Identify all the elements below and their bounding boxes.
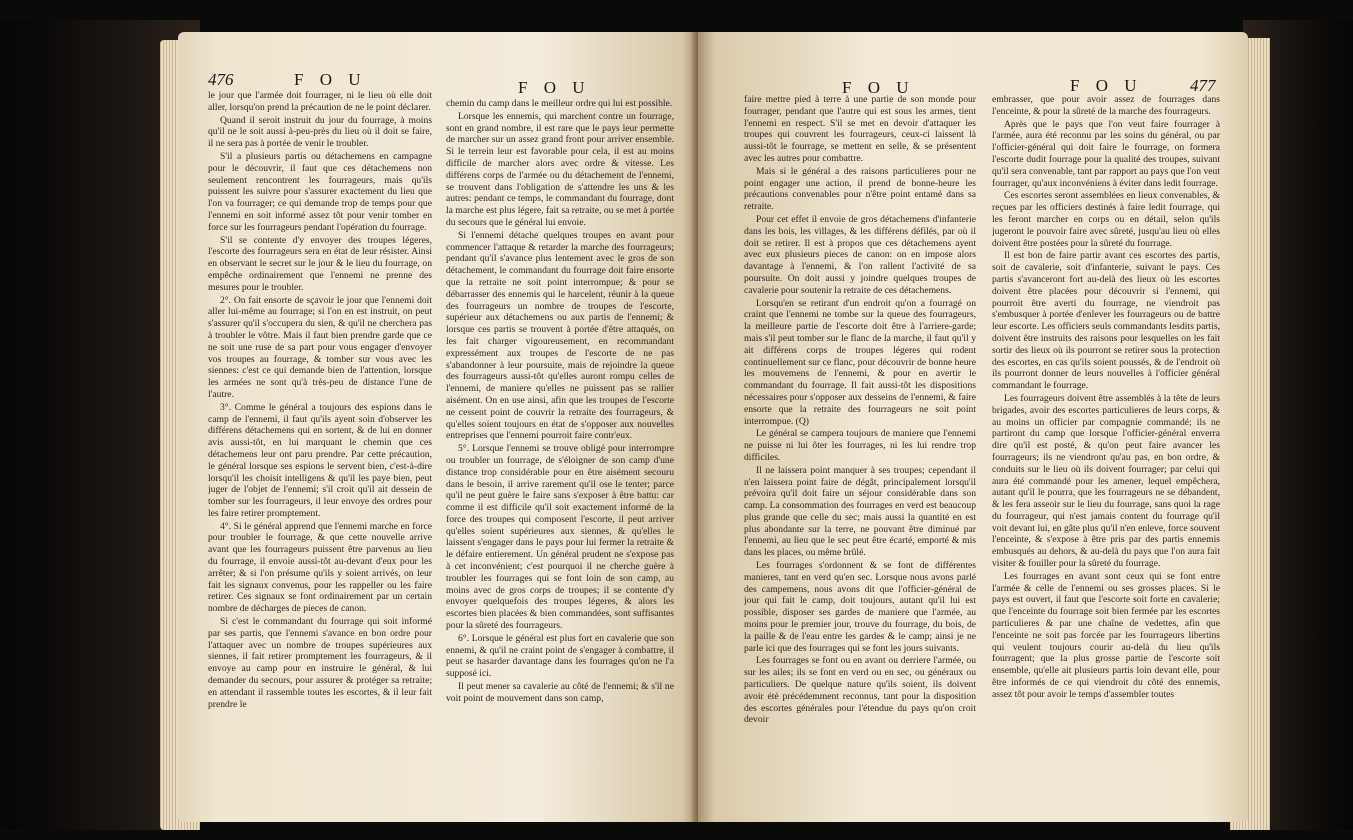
paragraph: Les fourrageurs doivent être assemblés à la tête de leurs brigades, avoir des escortes particulieres de leurs corps, & au moins un officier par compagnie commandé; ils ne partiront du camp que lorsque l'officier-général enverra dire qu'il est posté, & qu'on peut faire avancer les fourrageurs; ils ne viendront qu'au pas, en bon ordre, & conduits sur le lieu où ils doivent fourrager; par celui qui aura été commandé pour les amener, lequel empêchera, autant qu'il le pourra, que les fourrageurs ne se débandent, & les fera asseoir sur le lieu du fourrage, sans quoi la rage du fourrageur, qui n'est jamais content du fourrage qu'il voit devant lui, en gâte plus qu'il n'en enleve, force souvent l'enceinte, & s'expose à être pris par des partis ennemis embusqués au dehors, & au-delà du pays que l'on aura fait visiter & fouiller pour la sûreté du fourrage. xyxy=(992,392,1220,570)
text-column-1 xyxy=(208,90,432,800)
paragraph: Lorsqu'en se retirant d'un endroit qu'on a fourragé on craint que l'ennemi ne tombe sur la queue des fourrageurs, la meilleure partie de l'escorte doit être à l'arriere-garde; mais s'il peut tomber sur le flanc de la marche, il faut qu'il y ait différens corps de troupes légeres qui rodent continuellement sur ce flanc, pour découvrir de bonne heure les mouvemens de l'ennemi, & pour en avertir le commandant du fourrage. Il fait aussi-tôt les dispositions nécessaires pour s'opposer aux desseins de l'ennemi, & faire ensorte que la retraite des fourrageurs ne soit point interrompue. (Q) xyxy=(744,297,976,427)
paragraph: Si c'est le commandant du fourrage qui soit informé par ses partis, que l'ennemi s'avance en bon ordre pour l'attaquer avec un nombre de troupes supérieures aux siennes, il fait retirer promptement les fourrageurs, & il envoye au camp pour en instruire le général, & lui demander du secours, pour assurer & protéger sa retraite; en attendant il rassemble toutes les escortes, & il leur fait prendre le xyxy=(208,616,432,710)
left-page xyxy=(178,32,698,822)
paragraph: Si l'ennemi détache quelques troupes en avant pour commencer l'attaque & retarder la marche des fourrageurs; pendant qu'il s'avance plus lentement avec le gros de son détachement, le commandant du fourrage doit faire ensorte que la retraite ne soit point interrompue; & pour se débarrasser des ennemis qui le harcelent, réunir à la queue des fourrageurs un nombre de troupes de l'escorte, supérieur aux détachemens ou aux partis de l'ennemi; & lorsque ces partis se trouvent à portée d'être attaqués, on les fait charger vigoureusement, en recommandant expressément aux troupes de l'escorte de ne pas s'abandonner à leur poursuite, mais de rejoindre la queue des fourrageurs aussi-tôt qu'elles auront rompu celles de l'ennemi, de maniere qu'elles ne puissent pas se rallier aisément. On en use ainsi, afin que les troupes de l'escorte ne cessent point de couvrir la retraite des fourrageurs, & qu'elles soient toujours en état de s'opposer aux nouvelles entreprises que l'ennemi pourroit faire contr'eux. xyxy=(446,229,674,442)
paragraph: Quand il seroit instruit du jour du fourrage, à moins qu'il ne le soit aussi à-peu-près du lieu où il doit se faire, il ne sera pas à portée de venir le troubler. xyxy=(208,114,432,150)
paragraph: Pour cet effet il envoie de gros détachemens d'infanterie dans les bois, les villages, & les différens défilés, par où il doit se retirer. Il est à propos que ces détachemens ayent avec eux plusieurs pieces de canon: on en impose alors davantage à l'ennemi, & l'on rallent l'activité de sa poursuite. On doit aussi y joindre quelques troupes de cavalerie pour soutenir la retraite de ces détachemens. xyxy=(744,213,976,296)
paragraph: Mais si le général a des raisons particulieres pour ne point engager une action, il prend de bonne-heure les précautions convenables pour n'être point entamé dans sa retraite. xyxy=(744,165,976,213)
paragraph: Après que le pays que l'on veut faire fourrager à l'armée, aura été reconnu par les soins du général, ou par l'officier-général qui doit faire le fourrage, on formera l'escorte dudit fourrage pour la qualité des troupes, suivant qu'il sera convenable, tant par rapport au pays que l'on veut fourrager, qu'aux inconvéniens à éviter dans ledit fourrage. xyxy=(992,118,1220,189)
paragraph: Le général se campera toujours de maniere que l'ennemi ne puisse ni lui ôter les fourrages, ni les lui rendre trop difficiles. xyxy=(744,428,976,463)
page-number: 477 xyxy=(1190,76,1216,95)
text-column-2 xyxy=(446,98,674,803)
paragraph: chemin du camp dans le meilleur ordre qui lui est possible. xyxy=(446,98,673,109)
paragraph: Il ne laissera point manquer à ses troupes; cependant il n'en laissera point faire de dégât, principalement lorsqu'il prévoira qu'il doit faire un séjour considérable dans son camp. La consommation des fourrages en verd est beaucoup plus grande que celle du sec; mais aussi la quantité en est plus abondante sur la terre, ne pouvant être diminué par l'ennemi, au lieu que le sec peut être écarté, emporté & mis dans les places, ou même brûlé. xyxy=(744,464,976,559)
paragraph: Les fourrages se font ou en avant ou derriere l'armée, ou sur les ailes; ils se font en verd ou en sec, ou généraux ou particuliers. De quelque nature qu'ils soient, ils doivent avoir été précédemment reconnus, tant pour la disposition des escortes générales pour l'étendue du pays qu'on croit devoir xyxy=(744,655,976,726)
paragraph: 2°. On fait ensorte de sçavoir le jour que l'ennemi doit aller lui-même au fourrage; si l'on en est instruit, on peut s'assurer qu'il s'occupera du sien, & qu'il ne cherchera pas à troubler le vôtre. Mais il faut bien prendre garde que ce ne soit une ruse de sa part pour vous engager d'envoyer vos troupes au fourrage, & tomber sur vous avec les siennes: c'est ce qui demande bien de l'attention, lorsque les armées ne sont qu'à très-peu de distance l'une de l'autre. xyxy=(208,294,432,400)
paragraph: 4°. Si le général apprend que l'ennemi marche en force pour troubler le fourrage, & que cette nouvelle arrive avant que les fourrageurs puissent être parvenus au lieu du fourrage, il envoie aussi-tôt au-devant d'eux pour les arrêter; & si l'on présume qu'ils y soient arrivés, on leur fait les signaux convenus, pour les rappeller ou les faire retirer. Ces signaux se font ordinairement par un certain nombre de décharges de pieces de canon. xyxy=(208,520,432,615)
paragraph: embrasser, que pour avoir assez de fourrages dans l'enceinte, & pour la sûreté de la marche des fourrageurs. xyxy=(992,94,1220,117)
paragraph: Lorsque les ennemis, qui marchent contre un fourrage, sont en grand nombre, il est rare que le pays leur permette de marcher sur un assez grand front pour arriver ensemble. Si le terrein leur est favorable pour cela, il est au moins difficile de marcher alors avec ordre & vitesse. Les différens corps de l'armée ou du détachement de l'ennemi, se trouvent dans l'obligation de s'attendre les uns & les autres: pendant ce temps, le commandant du fourrage, dont la marche est plus légere, fait sa retraite, ou se met à portée du secours que le général lui envoie. xyxy=(446,110,674,228)
paragraph: 5°. Lorsque l'ennemi se trouve obligé pour interrompre ou troubler un fourrage, de s'éloigner de son camp d'une distance trop considérable pour en être aisément secouru dans le besoin, il arrive rarement qu'il ose le tenter; parce qu'il ne peut guère le faire sans s'exposer à être battu: car comme il est difficile qu'il soit exactement informé de la force des troupes qui composent l'escorte, il peut arriver qu'elles soient supérieures aux siennes, & qu'elles le laissent s'engager dans le pays pour lui fermer la retraite & le défaire entierement. Un général prudent ne s'expose pas à cet inconvénient; c'est pourquoi il ne cherche guère à troubler les fourrages qui se font loin de son camp, au moins avec de gros corps de troupes; il se contente d'y envoyer quelquefois des troupes légeres, & alors les escortes bien placées & bien commandées, sont suffisantes pour la sûreté des fourrageurs. xyxy=(446,443,674,632)
paragraph: 3°. Comme le général a toujours des espions dans le camp de l'ennemi, il faut qu'ils ayent soin d'observer les différens détachemens qui en sortent, & de lui en donner avis aussi-tôt, en lui marquant le chemin que ces détachemens leur ont paru prendre. Par cette précaution, le général lorsque ses espions le servent bien, c'est-à-dire lorsqu'il les choisit intelligens & qu'il les paye bien, peut juger de l'objet de l'ennemi; s'il croit qu'il ait dessein de tomber sur les fourrageurs, il leur envoye des ordres pour les faire retirer promptement. xyxy=(208,401,432,519)
paragraph: S'il se contente d'y envoyer des troupes légeres, l'escorte des fourrageurs sera en état de leur résister. Ainsi en observant le secret sur le jour & le lieu du fourrage, on empêche ordinairement que l'ennemi ne prenne des mesures pour le troubler. xyxy=(208,234,432,293)
paragraph: Il peut mener sa cavalerie au côté de l'ennemi; & s'il ne voit point de mouvement dans son camp, xyxy=(446,681,674,704)
paragraph: Ces escortes seront assemblées en lieux convenables, & reçues par les officiers destinés à faire ledit fourrage, qui les feront marcher en corps ou en détail, selon qu'ils jugeront le pouvoir faire avec sûreté, jusqu'au lieu où elles doivent être postées pour la sûreté du fourrage. xyxy=(992,190,1220,249)
page-number: 476 xyxy=(208,70,234,89)
paragraph: 6°. Lorsque le général est plus fort en cavalerie que son ennemi, & qu'il ne craint point de s'engager à combattre, il peut se hasarder davantage dans les fourrages qu'on ne l'a supposé ici. xyxy=(446,632,674,680)
running-head-right: F O U xyxy=(518,78,591,97)
running-head-left: F O U xyxy=(294,70,367,89)
paragraph: faire mettre pied à terre à une partie de son monde pour fourrager, pendant que l'autre qui est sous les armes, tient l'ennemi en respect. S'il se met en devoir d'attaquer les troupes qui couvrent les fourrageurs, ceux-ci laissent là aussi-tôt le fourrage, se mettent en selle, & se présentent avec les autres pour combattre. xyxy=(744,94,976,164)
running-head-right: F O U xyxy=(1070,76,1143,95)
text-column-2 xyxy=(992,94,1220,809)
right-page xyxy=(698,32,1248,822)
paragraph: S'il a plusieurs partis ou détachemens en campagne pour le découvrir, il faut que ces détachemens non seulement rencontrent les fourrageurs, mais qu'ils puissent les suivre pour s'assurer exactement du lieu que l'on va fourrager; ce qui demande trop de temps pour que l'ennemi en soit informé assez tôt pour venir tomber en force sur les fourrageurs pendant l'opération du fourrage. xyxy=(208,150,432,233)
paragraph: Il est bon de faire partir avant ces escortes des partis, soit de cavalerie, soit d'infanterie, suivant le pays. Ces partis s'avanceront fort au-delà des lieux où les escortes doivent être placées pour découvrir si l'ennemi, qui pourroit être averti du fourrage, ne viendroit pas s'embusquer à portée d'enlever les fourrageurs ou de battre leur escorte. Les officiers seuls commandants lesdits partis, doivent être instruits des raisons pour lesquelles on les fait sortir des lieux où ils pourront se retirer sous la protection des escortes, en cas qu'ils soient poussés, & de l'endroit où ils pourront donner de leurs nouvelles à l'officier général commandant le fourrage. xyxy=(992,250,1220,392)
text-column-1 xyxy=(744,94,976,809)
paragraph: Les fourrages s'ordonnent & se font de différentes manieres, tant en verd qu'en sec. Lorsque nous avons parlé des campemens, nous avons dit que l'officier-général de jour qui fait le camp, doit toujours, autant qu'il lui est possible, disposer ses gardes de maniere que l'armée, au moins pour le premier jour, trouve du fourrage, du bois, de la paille & de l'eau entre les gardes & le camp; ainsi je ne parle ici que des fourrages qui se font les jours suivants. xyxy=(744,560,976,654)
paragraph: Les fourrages en avant sont ceux qui se font entre l'armée & celle de l'ennemi ou ses grosses places. Si le pays est ouvert, il faut que l'escorte soit forte en cavalerie; que l'enceinte du fourrage soit bien fermée par les escortes particulieres & par une chaîne de vedettes, afin que l'enceinte ne soit pas forcée par les fourrageurs libertins qui veulent toujours courir au-delà du lieu qu'ils fourragent; que la plus grosse partie de l'escorte soit ensemble, qu'elle ait plusieurs partis loin devant elle, pour être informés de ce qui viendroit du côté des ennemis, assez tôt pour avoir le temps d'assembler toutes xyxy=(992,570,1220,700)
paragraph: le jour que l'armée doit fourrager, ni le lieu où elle doit aller, lorsqu'on prend la précaution de ne le point déclarer. xyxy=(208,90,432,113)
running-head-left: F O U xyxy=(842,78,915,97)
